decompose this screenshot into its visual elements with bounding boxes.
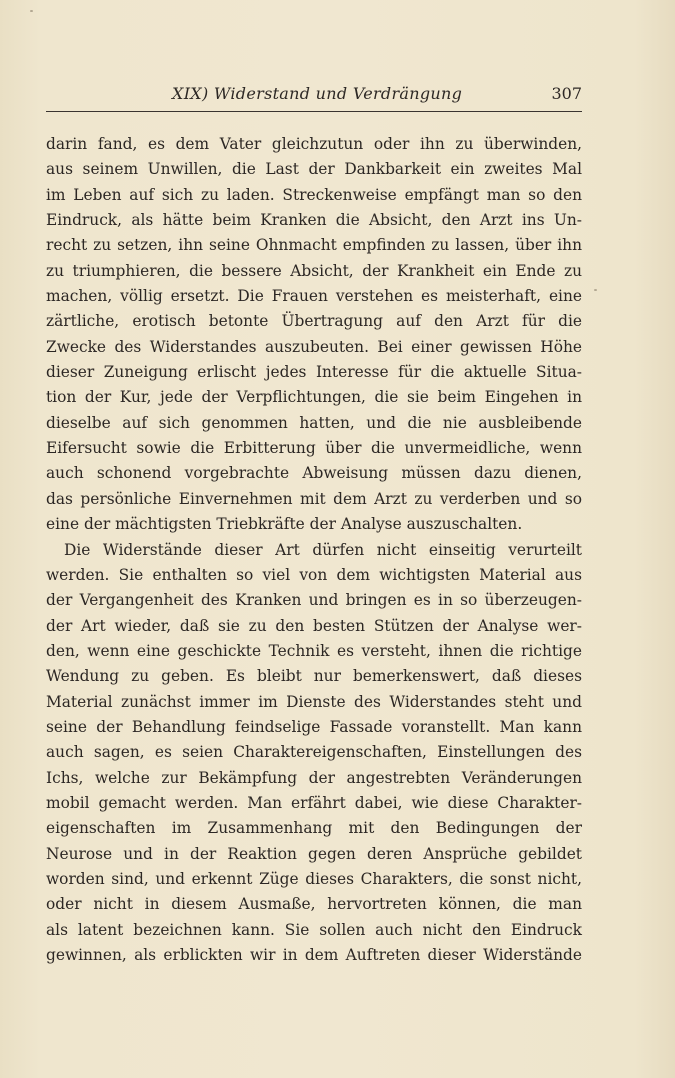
- text-line: Die Widerstände dieser Art dürfen nicht einseitig verurteilt: [64, 540, 582, 559]
- page-header: [46, 84, 582, 110]
- text-line: Eindruck, als hätte beim Kranken die Absicht, den Arzt ins Un-: [46, 211, 582, 230]
- text-line: Neurose und in der Reaktion gegen deren Ansprüche gebildet: [46, 844, 582, 863]
- text-line: gewinnen, als erblickten wir in dem Auftreten dieser Widerstände: [46, 946, 582, 964]
- text-line: den, wenn eine geschickte Technik es versteht, ihnen die richtige: [46, 641, 582, 660]
- text-line: werden. Sie enthalten so viel von dem wichtigsten Material aus: [46, 565, 582, 584]
- text-line: zärtliche, erotisch betonte Übertragung auf den Arzt für die: [46, 312, 582, 331]
- text-line: darin fand, es dem Vater gleichzutun oder ihn zu überwinden,: [46, 135, 582, 153]
- page-number: 307: [551, 84, 582, 103]
- text-line: tion der Kur, jede der Verpflichtungen, die sie beim Eingehen in: [46, 388, 582, 407]
- paragraph-2: [46, 538, 582, 969]
- text-line: auch schonend vorgebrachte Abweisung müssen dazu dienen,: [46, 464, 582, 483]
- paper-speck: [30, 10, 33, 12]
- text-line: Eifersucht sowie die Erbitterung über die unvermeidliche, wenn: [46, 439, 582, 458]
- text-line: der Art wieder, daß sie zu den besten Stützen der Analyse wer-: [46, 616, 582, 635]
- text-line: Wendung zu geben. Es bleibt nur bemerkenswert, daß dieses: [46, 667, 582, 686]
- text-line: im Leben auf sich zu laden. Streckenweise empfängt man so den: [46, 185, 582, 204]
- header-rule: [46, 111, 582, 112]
- text-line: seine der Behandlung feindselige Fassade voranstellt. Man kann: [46, 717, 582, 736]
- text-line: eigenschaften im Zusammenhang mit den Bedingungen der: [46, 819, 582, 838]
- text-line: mobil gemacht werden. Man erfährt dabei, wie diese Charakter-: [46, 793, 582, 812]
- text-line: Ichs, welche zur Bekämpfung der angestrebten Veränderungen: [46, 768, 582, 787]
- text-line: der Vergangenheit des Kranken und bringen es in so überzeugen-: [46, 591, 582, 610]
- paper-speck: [594, 289, 597, 291]
- text-line: aus seinem Unwillen, die Last der Dankbarkeit ein zweites Mal: [46, 160, 582, 179]
- text-line: als latent bezeichnen kann. Sie sollen auch nicht den Eindruck: [46, 920, 582, 939]
- text-line: Material zunächst immer im Dienste des Widerstandes steht und: [46, 692, 582, 711]
- text-line: eine der mächtigsten Triebkräfte der Analyse auszuschalten.: [46, 515, 523, 534]
- text-line: machen, völlig ersetzt. Die Frauen verstehen es meisterhaft, eine: [46, 287, 582, 306]
- text-line: dieser Zuneigung erlischt jedes Interesse für die aktuelle Situa-: [46, 363, 582, 382]
- text-line: worden sind, und erkennt Züge dieses Charakters, die sonst nicht,: [46, 869, 582, 888]
- text-line: Zwecke des Widerstandes auszubeuten. Bei einer gewissen Höhe: [46, 337, 582, 356]
- body-text: [46, 132, 582, 968]
- text-line: das persönliche Einvernehmen mit dem Arzt zu verderben und so: [46, 489, 582, 508]
- text-line: zu triumphieren, die bessere Absicht, der Krankheit ein Ende zu: [46, 261, 582, 280]
- text-line: auch sagen, es seien Charaktereigenschaften, Einstellungen des: [46, 743, 582, 762]
- running-title: XIX) Widerstand und Verdrängung: [172, 84, 463, 103]
- text-line: oder nicht in diesem Ausmaße, hervortreten können, die man: [46, 895, 582, 914]
- text-line: dieselbe auf sich genommen hatten, und die nie ausbleibende: [46, 413, 582, 432]
- text-line: recht zu setzen, ihn seine Ohnmacht empfinden zu lassen, über ihn: [46, 236, 582, 255]
- paragraph-1: [46, 132, 582, 538]
